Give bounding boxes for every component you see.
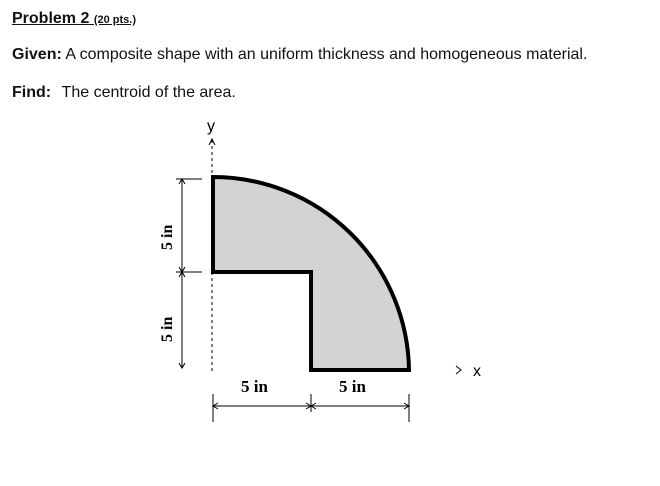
dim-left-horizontal-label: 5 in xyxy=(241,377,268,396)
given-label: Given: xyxy=(12,46,62,63)
x-axis-label: x xyxy=(473,363,481,380)
dim-right-horizontal-label: 5 in xyxy=(339,377,366,396)
x-axis-arrow-icon xyxy=(456,366,461,374)
find-text: The centroid of the area. xyxy=(61,84,236,101)
vertical-dimension xyxy=(176,179,202,368)
y-axis-label: y xyxy=(207,118,215,135)
dim-upper-vertical-label: 5 in xyxy=(159,224,176,250)
find-label: Find: xyxy=(12,84,52,101)
given-text: A composite shape with an uniform thickness and homogeneous material. xyxy=(65,46,588,63)
horizontal-dimension xyxy=(213,394,409,422)
dim-lower-vertical-label: 5 in xyxy=(159,316,176,342)
problem-title-text: Problem 2 xyxy=(12,10,90,27)
problem-points: (20 pts.) xyxy=(93,14,136,26)
composite-shape xyxy=(213,177,409,370)
